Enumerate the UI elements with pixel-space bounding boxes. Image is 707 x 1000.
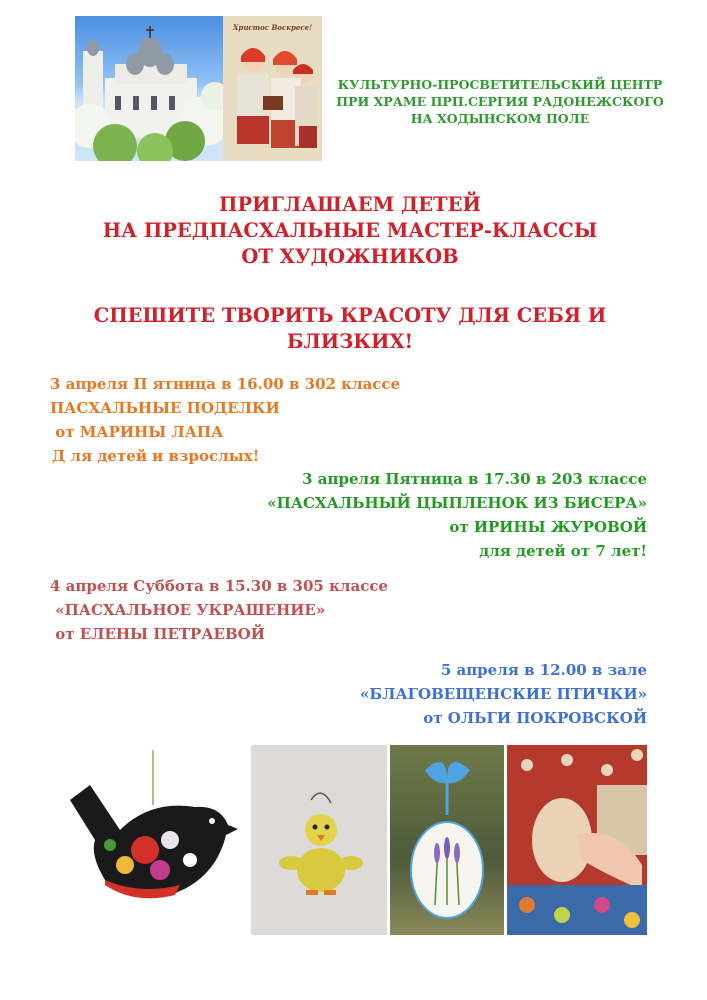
event-date: 4 апреля Суббота в 15.30 в 305 классе xyxy=(50,577,389,595)
event-artist: от ОЛЬГИ ПОКРОВСКОЙ xyxy=(423,709,647,727)
event-audience: Д ля детей и взрослых! xyxy=(52,447,260,465)
event-artist: от ИРИНЫ ЖУРОВОЙ xyxy=(449,518,647,536)
slogan-line: СПЕШИТЕ ТВОРИТЬ КРАСОТУ ДЛЯ СЕБЯ И xyxy=(93,304,607,327)
event-artist: от ЕЛЕНЫ ПЕТРАЕВОЙ xyxy=(50,625,265,643)
title-line: ПРИГЛАШАЕМ ДЕТЕЙ xyxy=(219,193,481,216)
wooden-egg-blank xyxy=(507,745,647,935)
event-date: 3 апреля Пятница в 17.30 в 203 классе xyxy=(302,470,647,488)
postcard-greeting: Христос Воскресе! xyxy=(233,23,313,32)
organization-header xyxy=(330,76,670,127)
event-title: «ПАСХАЛЬНОЕ УКРАШЕНИЕ» xyxy=(50,601,326,619)
slogan xyxy=(60,303,640,355)
header-line: КУЛЬТУРНО-ПРОСВЕТИТЕЛЬСКИЙ ЦЕНТР xyxy=(337,77,663,92)
title-line: НА ПРЕДПАСХАЛЬНЫЕ МАСТЕР-КЛАССЫ xyxy=(102,219,598,242)
event-date: 5 апреля в 12.00 в зале xyxy=(440,661,647,679)
church-photo xyxy=(75,16,223,161)
slogan-line: БЛИЗКИХ! xyxy=(286,330,414,353)
header-line: НА ХОДЫНСКОМ ПОЛЕ xyxy=(410,111,590,126)
invitation-title xyxy=(60,192,640,270)
event-title: «ПАСХАЛЬНЫЙ ЦЫПЛЕНОК ИЗ БИСЕРА» xyxy=(267,494,647,512)
event-title: ПАСХАЛЬНЫЕ ПОДЕЛКИ xyxy=(50,399,280,417)
header-line: ПРИ ХРАМЕ ПРП.СЕРГИЯ РАДОНЕЖСКОГО xyxy=(336,94,664,109)
event-date: 3 апреля П ятница в 16.00 в 302 классе xyxy=(50,375,401,393)
title-line: ОТ ХУДОЖНИКОВ xyxy=(241,245,459,268)
beaded-chick-craft xyxy=(251,745,387,935)
painted-bird-craft xyxy=(50,745,248,935)
event-audience: для детей от 7 лет! xyxy=(479,542,647,560)
event-title: «БЛАГОВЕЩЕНСКИЕ ПТИЧКИ» xyxy=(359,685,647,703)
lavender-egg-ornament xyxy=(390,745,504,935)
easter-postcard xyxy=(223,16,322,161)
event-artist: от МАРИНЫ ЛАПА xyxy=(50,423,224,441)
